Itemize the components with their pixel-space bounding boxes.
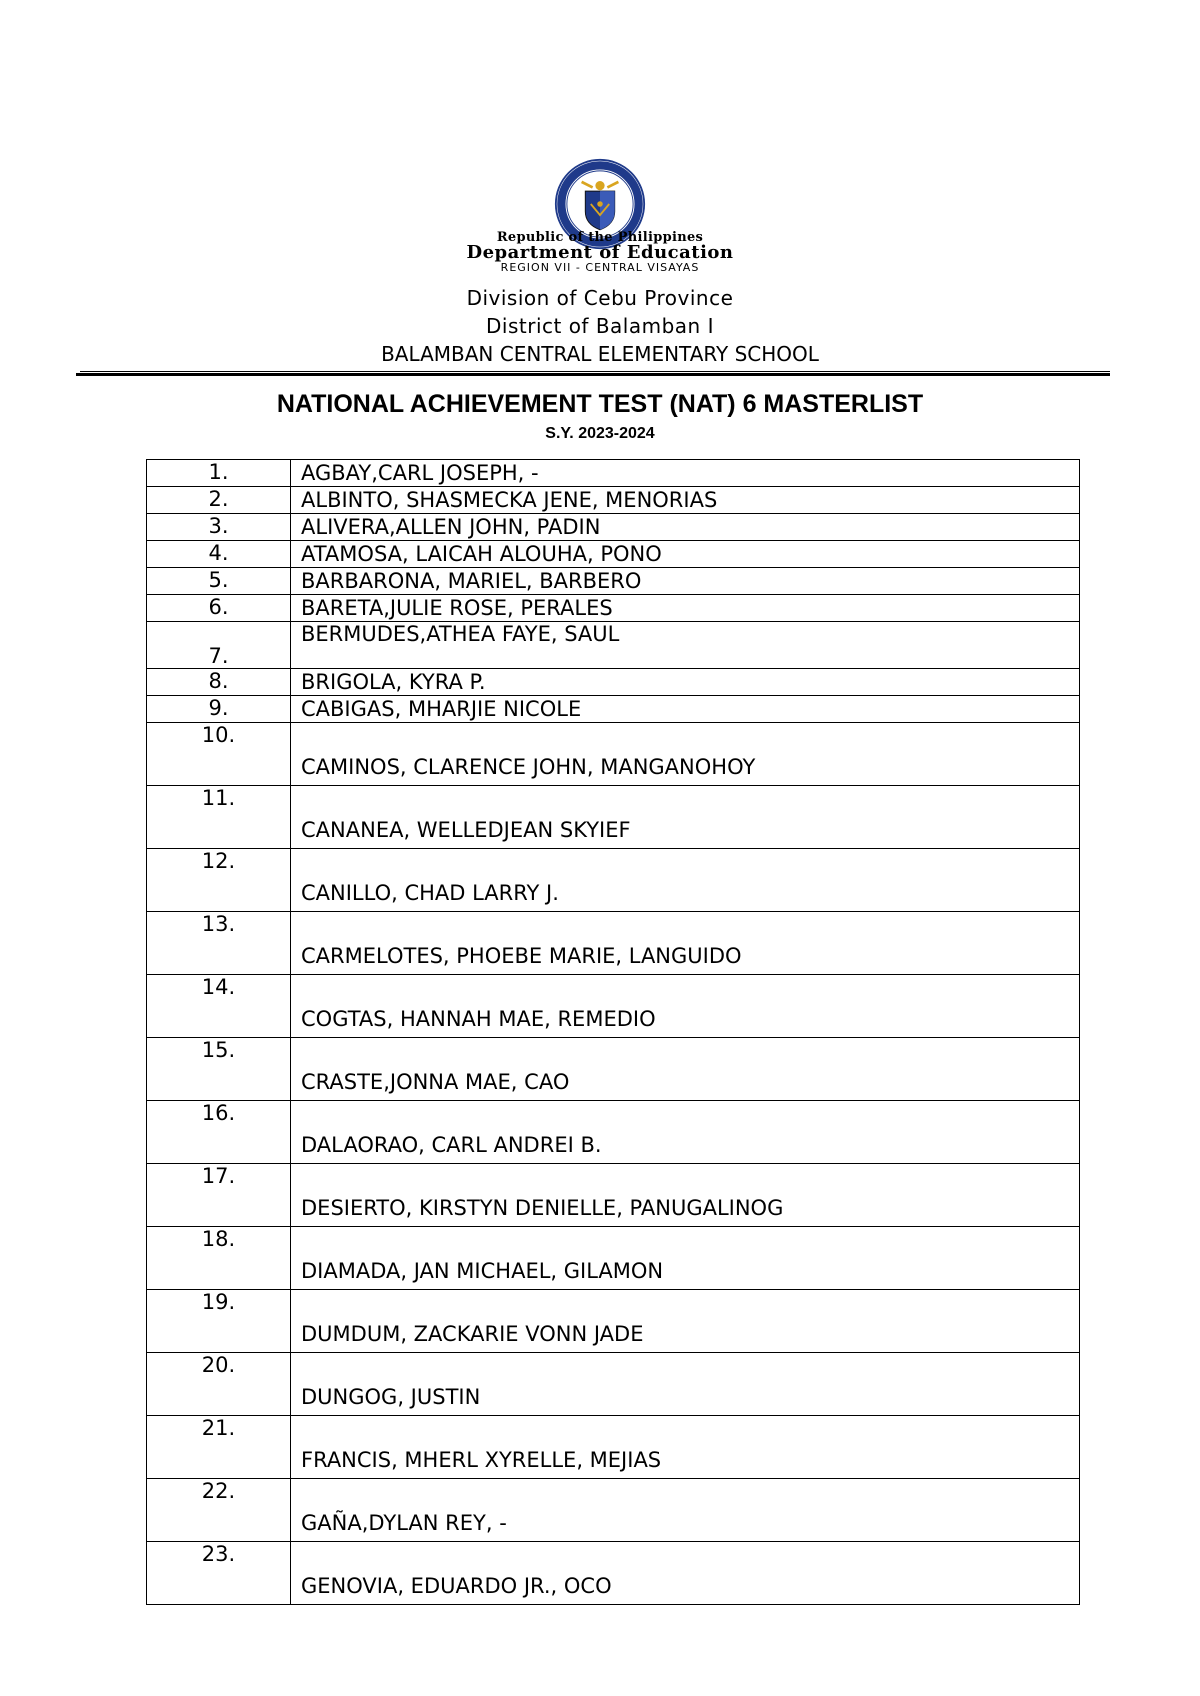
division-line: Division of Cebu Province [466,286,734,310]
student-name: DALAORAO, CARL ANDREI B. [291,1101,1080,1164]
row-number: 16. [147,1101,291,1164]
student-name: BRIGOLA, KYRA P. [291,669,1080,696]
row-number: 19. [147,1290,291,1353]
row-number: 20. [147,1353,291,1416]
header-divider-thin [80,371,1110,372]
student-name: CAMINOS, CLARENCE JOHN, MANGANOHOY [291,723,1080,786]
student-name: BERMUDES,ATHEA FAYE, SAUL [291,622,1080,669]
student-name: CARMELOTES, PHOEBE MARIE, LANGUIDO [291,912,1080,975]
masterlist-table [146,459,1080,1605]
row-number: 6. [147,595,291,622]
row-number: 15. [147,1038,291,1101]
student-name: COGTAS, HANNAH MAE, REMEDIO [291,975,1080,1038]
student-name: GENOVIA, EDUARDO JR., OCO [291,1542,1080,1605]
table-row [147,975,1080,1038]
table-row [147,723,1080,786]
row-number: 3. [147,514,291,541]
school-name: BALAMBAN CENTRAL ELEMENTARY SCHOOL [381,342,819,366]
row-number: 11. [147,786,291,849]
row-number: 8. [147,669,291,696]
student-name: GAÑA,DYLAN REY, - [291,1479,1080,1542]
table-row [147,541,1080,568]
table-row [147,514,1080,541]
table-row [147,849,1080,912]
student-name: FRANCIS, MHERL XYRELLE, MEJIAS [291,1416,1080,1479]
student-name: CANILLO, CHAD LARRY J. [291,849,1080,912]
student-name: BARBARONA, MARIEL, BARBERO [291,568,1080,595]
row-number: 18. [147,1227,291,1290]
table-row [147,1164,1080,1227]
student-name: DESIERTO, KIRSTYN DENIELLE, PANUGALINOG [291,1164,1080,1227]
header-divider-thick [76,373,1110,376]
student-name: DIAMADA, JAN MICHAEL, GILAMON [291,1227,1080,1290]
table-row [147,622,1080,669]
table-row [147,1416,1080,1479]
school-year: S.Y. 2023-2024 [545,425,655,442]
student-name: CABIGAS, MHARJIE NICOLE [291,696,1080,723]
row-number: 23. [147,1542,291,1605]
row-number: 17. [147,1164,291,1227]
row-number: 2. [147,487,291,514]
district-line: District of Balamban I [486,314,714,338]
region-line: REGION VII - CENTRAL VISAYAS [500,261,700,274]
row-number: 4. [147,541,291,568]
table-row [147,1542,1080,1605]
table-row [147,1038,1080,1101]
table-row [147,1479,1080,1542]
student-name: ATAMOSA, LAICAH ALOUHA, PONO [291,541,1080,568]
table-row [147,487,1080,514]
student-name: ALBINTO, SHASMECKA JENE, MENORIAS [291,487,1080,514]
table-row [147,786,1080,849]
table-row [147,460,1080,487]
table-row [147,1290,1080,1353]
student-name: BARETA,JULIE ROSE, PERALES [291,595,1080,622]
table-row [147,912,1080,975]
republic-line: Republic of the Philippines [496,230,704,245]
row-number: 22. [147,1479,291,1542]
table-row [147,1101,1080,1164]
table-row [147,696,1080,723]
row-number: 21. [147,1416,291,1479]
table-row [147,568,1080,595]
student-name: CRASTE,JONNA MAE, CAO [291,1038,1080,1101]
table-row [147,669,1080,696]
row-number: 5. [147,568,291,595]
student-name: AGBAY,CARL JOSEPH, - [291,460,1080,487]
table-row [147,1353,1080,1416]
document-title: NATIONAL ACHIEVEMENT TEST (NAT) 6 MASTERLIST [276,390,924,418]
department-line: Department of Education [466,242,734,263]
row-number: 10. [147,723,291,786]
table-row [147,1227,1080,1290]
student-name: CANANEA, WELLEDJEAN SKYIEF [291,786,1080,849]
row-number: 7. [147,622,291,669]
table-row [147,595,1080,622]
row-number: 14. [147,975,291,1038]
row-number: 12. [147,849,291,912]
student-name: DUNGOG, JUSTIN [291,1353,1080,1416]
row-number: 9. [147,696,291,723]
student-name: ALIVERA,ALLEN JOHN, PADIN [291,514,1080,541]
row-number: 13. [147,912,291,975]
row-number: 1. [147,460,291,487]
student-name: DUMDUM, ZACKARIE VONN JADE [291,1290,1080,1353]
